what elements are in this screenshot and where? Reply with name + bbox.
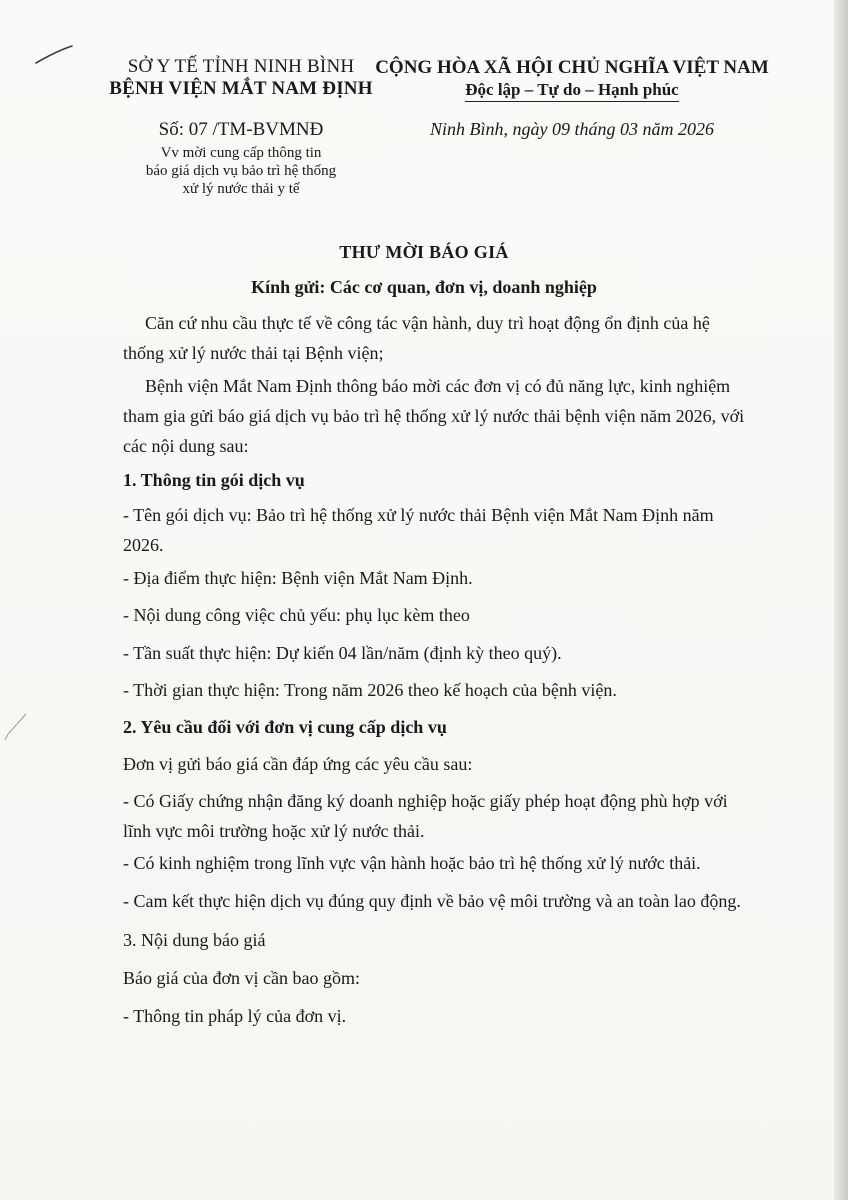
list-item: - Có Giấy chứng nhận đăng ký doanh nghiệp hoặc giấy phép hoạt động phù hợp với lĩnh vực môi trường hoặc xử lý nước thải. [123,791,728,841]
document-number: Số: 07 /TM-BVMNĐ [158,119,324,140]
issuing-organization [106,56,376,100]
national-motto: Độc lập – Tự do – Hạnh phúc [465,79,678,102]
section-heading: 2. Yêu cầu đối với đơn vị cung cấp dịch vụ [123,717,447,737]
list-item: - Địa điểm thực hiện: Bệnh viện Mắt Nam Định. [123,568,473,588]
list-item: - Thời gian thực hiện: Trong năm 2026 theo kế hoạch của bệnh viện. [123,680,617,700]
section-heading: 3. Nội dung báo giá [123,930,266,950]
list-item: - Thông tin pháp lý của đơn vị. [123,1006,347,1026]
list-item: - Cam kết thực hiện dịch vụ đúng quy định về bảo vệ môi trường và an toàn lao động. [123,891,741,911]
list-item: - Tên gói dịch vụ: Bảo trì hệ thống xử lý nước thải Bệnh viện Mắt Nam Định năm 2026. [123,505,714,555]
pen-stroke-mark [34,44,74,66]
intro-paragraph: Bệnh viện Mắt Nam Định thông báo mời các đơn vị có đủ năng lực, kinh nghiệm tham gia gửi báo giá dịch vụ bảo trì hệ thống xử lý nước thải bệnh viện năm 2026, với các nội dung sau: [123,376,745,456]
parent-organization: SỞ Y TẾ TỈNH NINH BÌNH [127,56,355,77]
list-item: - Có kinh nghiệm trong lĩnh vực vận hành hoặc bảo trì hệ thống xử lý nước thải. [123,853,701,873]
document-subject [106,144,376,198]
organization-name: BỆNH VIỆN MẮT NAM ĐỊNH [109,78,373,99]
section-intro: Đơn vị gửi báo giá cần đáp ứng các yêu cầu sau: [123,754,473,774]
document-title: THƯ MỜI BÁO GIÁ [339,242,509,262]
national-header [372,57,772,102]
subject-line: báo giá dịch vụ bảo trì hệ thống [145,163,337,179]
section-intro: Báo giá của đơn vị cần bao gồm: [123,968,360,988]
list-item: - Tần suất thực hiện: Dự kiến 04 lần/năm (định kỳ theo quý). [123,643,562,663]
section-heading: 1. Thông tin gói dịch vụ [123,470,305,490]
subject-line: xử lý nước thải y tế [182,181,300,197]
scan-corner-mark [2,712,28,742]
place-and-date: Ninh Bình, ngày 09 tháng 03 năm 2026 [430,119,714,139]
subject-line: Vv mời cung cấp thông tin [160,145,322,161]
addressee: Kính gửi: Các cơ quan, đơn vị, doanh nghiệp [251,277,597,297]
nation-title: CỘNG HÒA XÃ HỘI CHỦ NGHĨA VIỆT NAM [375,57,769,78]
page-edge-shadow [834,0,848,1200]
intro-paragraph: Căn cứ nhu cầu thực tế về công tác vận hành, duy trì hoạt động ổn định của hệ thống xử lý nước thải tại Bệnh viện; [123,313,710,363]
document-reference [106,118,376,198]
list-item: - Nội dung công việc chủ yếu: phụ lục kèm theo [123,605,470,625]
